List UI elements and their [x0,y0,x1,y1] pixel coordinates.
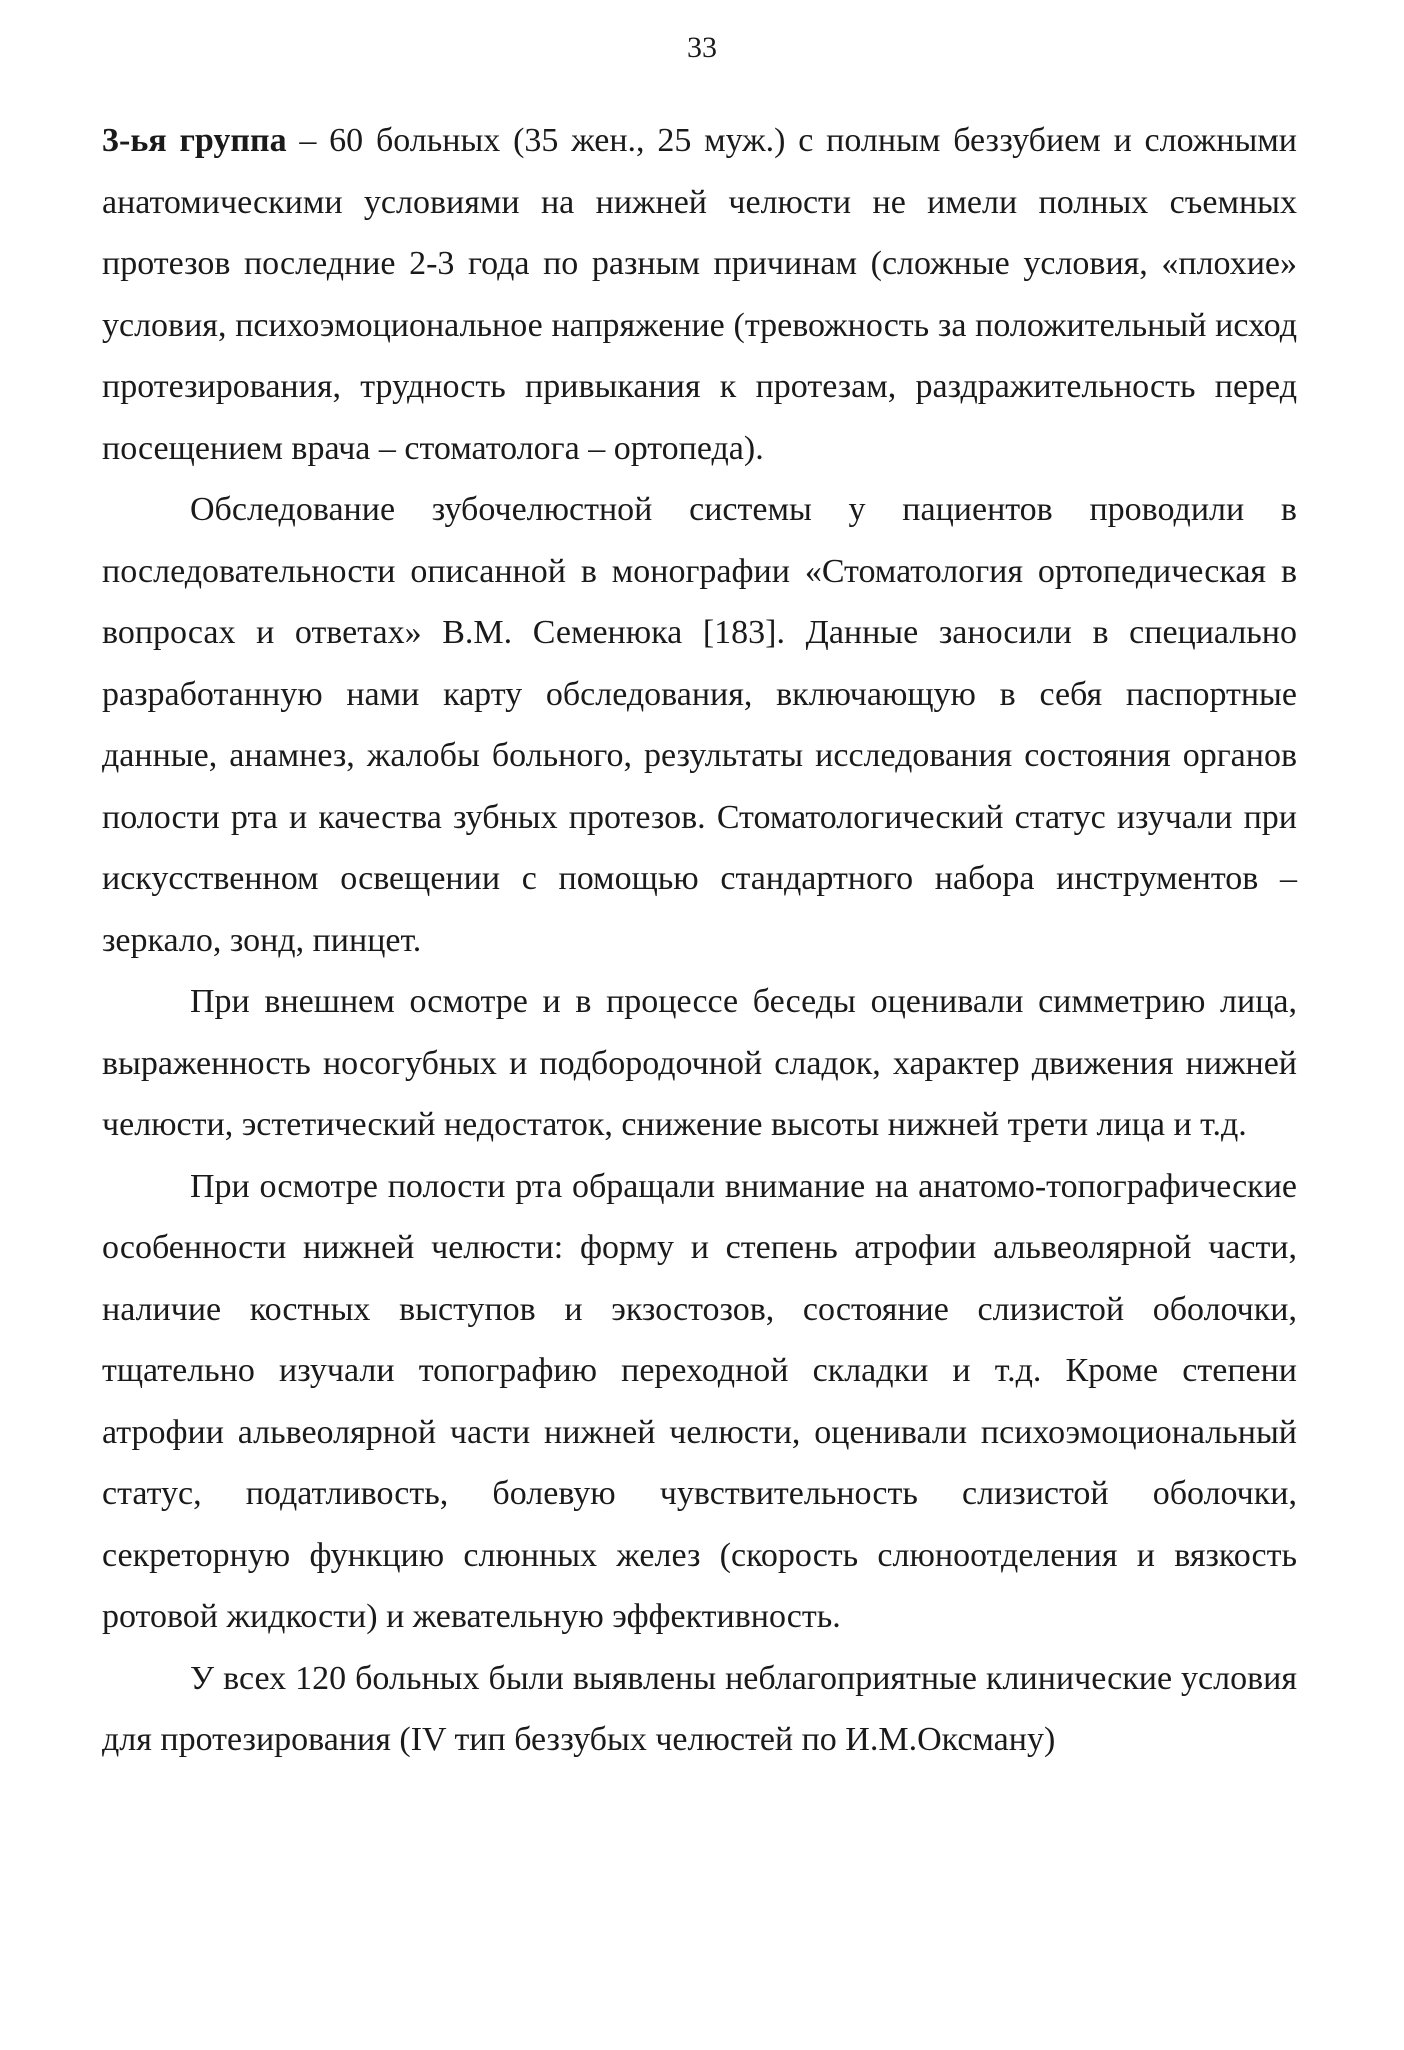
paragraph-lead-heading: 3-ья группа [102,122,287,159]
paragraph-group-3 [102,110,1297,479]
paragraph-external-exam: При внешнем осмотре и в процессе беседы оценивали симметрию лица, выраженность носогубных и подбородочной сладок, характер движения нижней челюсти, эстетический недостаток, снижение высоты нижней трети лица и т.д. [102,983,1297,1143]
paragraph-text: – 60 больных (35 жен., 25 муж.) с полным беззубием и сложными анатомическими условиями на нижней челюсти не имели полных съемных протезов последние 2-3 года по разным причинам (сложные условия, «плохие» условия, психоэмоциональное напряжение (тревожность за положительный исход протезирования, трудность привыкания к протезам, раздражительность перед посещением врача – стоматолога – ортопеда). [102,122,1297,467]
paragraph-conclusion: У всех 120 больных были выявлены неблагоприятные клинические условия для протезирования (IV тип беззубых челюстей по И.М.Оксману) [102,1659,1297,1758]
paragraph-oral-exam: При осмотре полости рта обращали внимание на анатомо-топографические особенности нижней челюсти: форму и степень атрофии альвеолярной части, наличие костных выступов и экзостозов, состояние слизистой оболочки, тщательно изучали топографию переходной складки и т.д. Кроме степени атрофии альвеолярной части нижней челюсти, оценивали психоэмоциональный статус, податливость, болевую чувствительность слизистой оболочки, секреторную функцию слюнных желез (скорость слюноотделения и вязкость ротовой жидкости) и жевательную эффективность. [102,1167,1297,1635]
paragraph-examination: Обследование зубочелюстной системы у пациентов проводили в последовательности описанной в монографии «Стоматология ортопедическая в вопросах и ответах» В.М. Семенюка [183]. Данные заносили в специально разработанную нами карту обследования, включающую в себя паспортные данные, анамнез, жалобы больного, результаты исследования состояния органов полости рта и качества зубных протезов. Стоматологический статус изучали при искусственном освещении с помощью стандартного набора инструментов – зеркало, зонд, пинцет. [102,491,1297,959]
page-number: 33 [687,31,717,64]
document-body [102,110,1297,1771]
